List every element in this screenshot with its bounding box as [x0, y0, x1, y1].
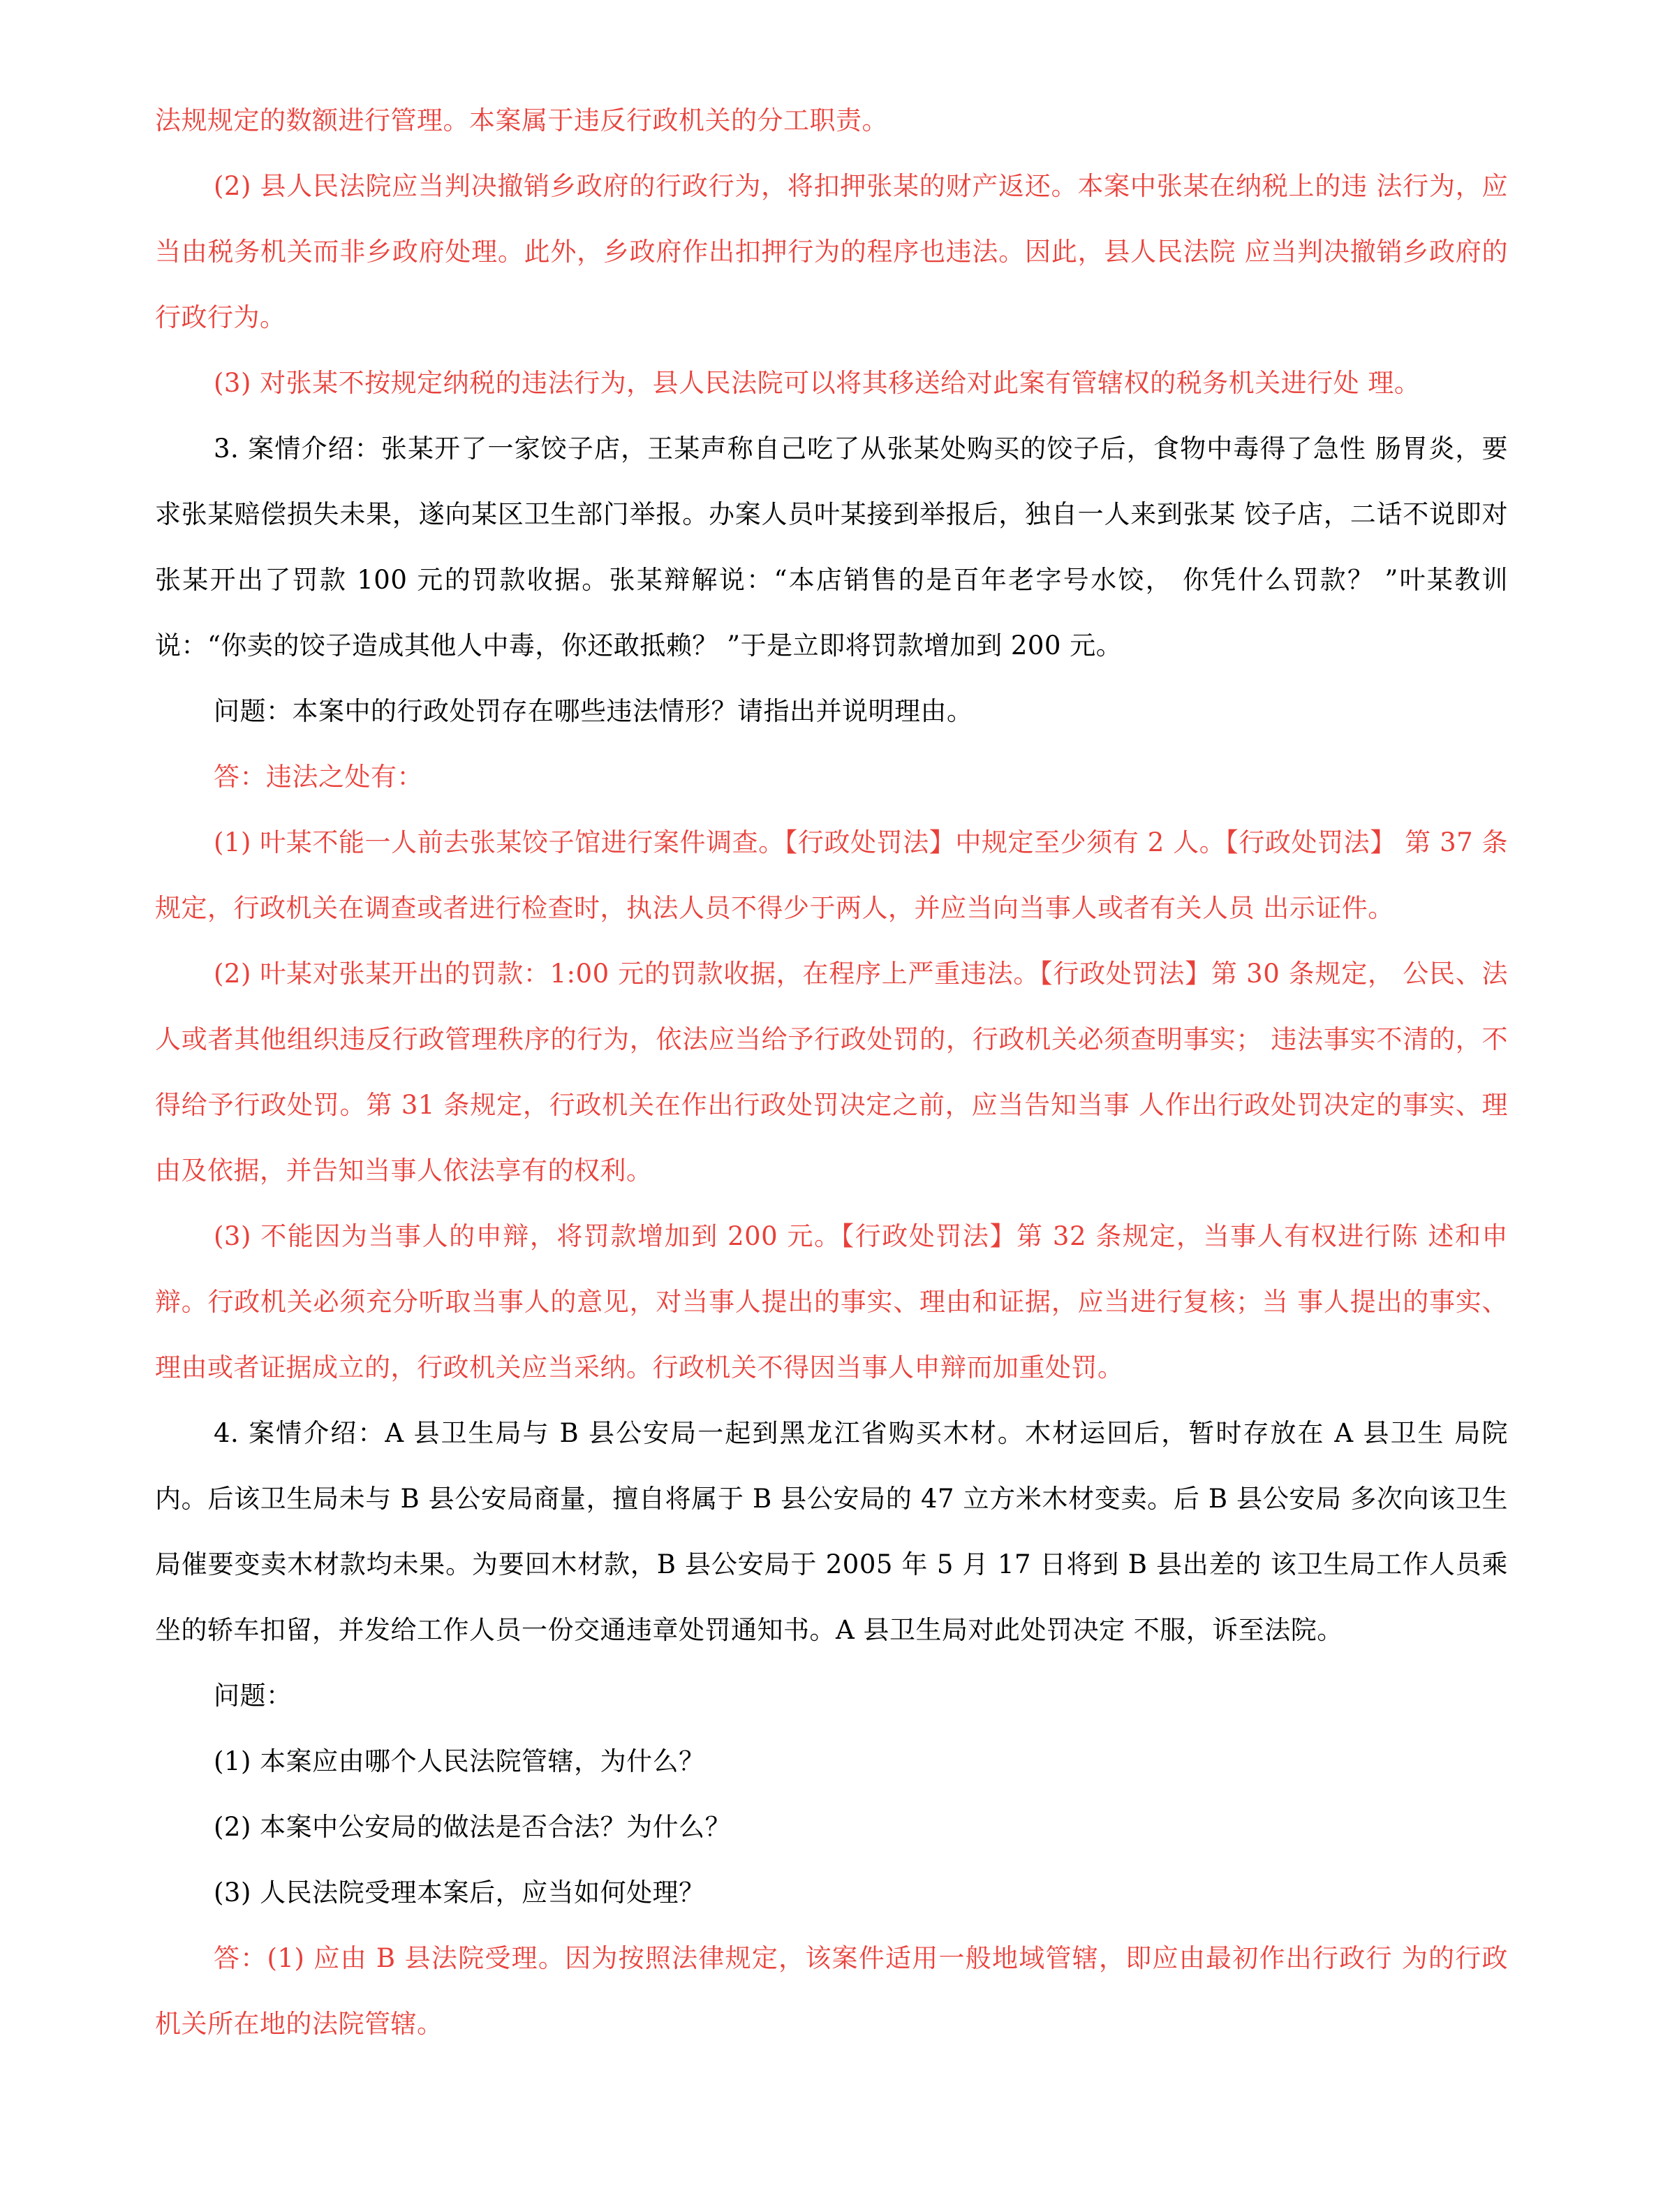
- paragraph-2: (2) 县人民法院应当判决撤销乡政府的行政行为，将扣押张某的财产返还。本案中张某在纳税上的违 法行为，应当由税务机关而非乡政府处理。此外，乡政府作出扣押行为的程序也违法。因此，县人民法院 应当判决撤销乡政府的行政行为。: [155, 171, 1508, 332]
- case-4-question-2: (2) 本案中公安局的做法是否合法？为什么？: [214, 1812, 732, 1842]
- case-3-answer-3: (3) 不能因为当事人的申辩，将罚款增加到 200 元。【行政处罚法】第 32 条规定，当事人有权进行陈 述和申辩。行政机关必须充分听取当事人的意见，对当事人提出的事实、理由和证据，应当进行复核；当 事人提出的事实、理由或者证据成立的，行政机关应当采纳。行政机关不得因当事人申辩而加重处罚。: [155, 1221, 1508, 1382]
- case-4-question-heading: 问题：: [214, 1681, 293, 1711]
- case-3-intro: 3. 案情介绍：张某开了一家饺子店，王某声称自己吃了从张某处购买的饺子后，食物中毒得了急性 肠胃炎，要求张某赔偿损失未果，遂向某区卫生部门举报。办案人员叶某接到举报后，独自一人来到张某 饺子店，二话不说即对张某开出了罚款 100 元的罚款收据。张某辩解说：“本店销售的是百年老字号水饺， 你凭什么罚款？ ”叶某教训说：“你卖的饺子造成其他人中毒，你还敢抵赖？ ”于是立即将罚款增加到 200 元。: [155, 434, 1508, 661]
- case-3-answer-2: (2) 叶某对张某开出的罚款：1:00 元的罚款收据，在程序上严重违法。【行政处罚法】第 30 条规定， 公民、法人或者其他组织违反行政管理秩序的行为，依法应当给予行政处罚的，行政机关必须查明事实； 违法事实不清的，不得给予行政处罚。第 31 条规定，行政机关在作出行政处罚决定之前，应当告知当事 人作出行政处罚决定的事实、理由及依据，并告知当事人依法享有的权利。: [155, 959, 1508, 1186]
- case-4-answer-1: 答：(1) 应由 B 县法院受理。因为按照法律规定，该案件适用一般地域管辖，即应由最初作出行政行 为的行政机关所在地的法院管辖。: [155, 1943, 1508, 2039]
- document-page: [155, 88, 1508, 2057]
- case-3-question: 问题：本案中的行政处罚存在哪些违法情形？请指出并说明理由。: [214, 696, 973, 726]
- case-4-question-1: (1) 本案应由哪个人民法院管辖，为什么？: [214, 1746, 705, 1776]
- paragraph-3: (3) 对张某不按规定纳税的违法行为，县人民法院可以将其移送给对此案有管辖权的税务机关进行处 理。: [214, 368, 1421, 398]
- case-3-answer-1: (1) 叶某不能一人前去张某饺子馆进行案件调查。【行政处罚法】中规定至少须有 2 人。【行政处罚法】 第 37 条规定，行政机关在调查或者进行检查时，执法人员不得少于两人，并应当向当事人或者有关人员 出示证件。: [155, 827, 1508, 923]
- case-4-intro: 4. 案情介绍：A 县卫生局与 B 县公安局一起到黑龙江省购买木材。木材运回后，暂时存放在 A 县卫生 局院内。后该卫生局未与 B 县公安局商量，擅自将属于 B 县公安局的 47 立方米木材变卖。后 B 县公安局 多次向该卫生局催要变卖木材款均未果。为要回木材款，B 县公安局于 2005 年 5 月 17 日将到 B 县出差的 该卫生局工作人员乘坐的轿车扣留，并发给工作人员一份交通违章处罚通知书。A 县卫生局对此处罚决定 不服，诉至法院。: [155, 1418, 1508, 1645]
- case-4-question-3: (3) 人民法院受理本案后，应当如何处理？: [214, 1878, 705, 1908]
- paragraph-1: 法规规定的数额进行管理。本案属于违反行政机关的分工职责。: [155, 105, 888, 135]
- case-3-answer-heading: 答：违法之处有：: [214, 762, 423, 792]
